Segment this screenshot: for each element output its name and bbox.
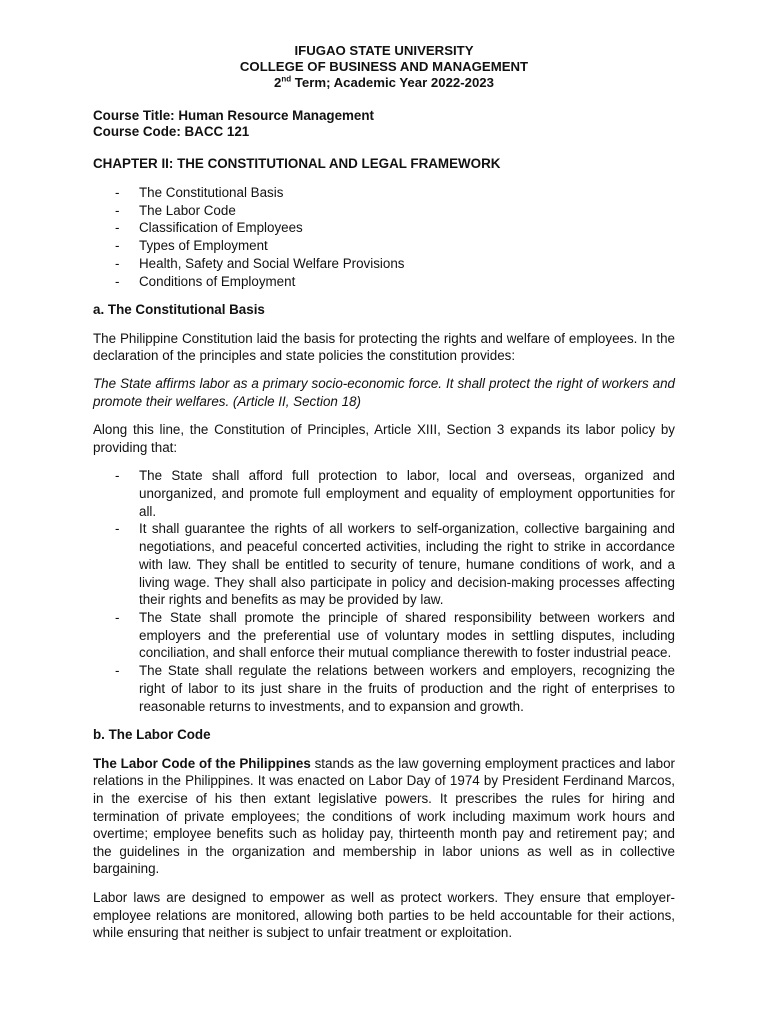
list-item bbox=[93, 273, 675, 291]
labor-code-term: The Labor Code of the Philippines bbox=[93, 755, 311, 771]
dash-bullet: - bbox=[115, 663, 120, 679]
dash-bullet: - bbox=[115, 255, 120, 271]
dash-bullet: - bbox=[115, 521, 120, 537]
dash-bullet: - bbox=[115, 220, 120, 236]
topic-text: Classification of Employees bbox=[139, 220, 303, 236]
term-number: 2 bbox=[274, 75, 282, 90]
section-a-intro: The Philippine Constitution laid the basis for protecting the rights and welfare of employees. In the declaration of the principles and state policies the constitution provides: bbox=[93, 330, 675, 364]
college-name: COLLEGE OF BUSINESS AND MANAGEMENT bbox=[239, 59, 529, 74]
term-text: Term; Academic Year 2022-2023 bbox=[291, 75, 494, 90]
labor-laws-paragraph: Labor laws are designed to empower as well as protect workers. They ensure that employer-employee relations are monitored, allowing both parties to be held accountable for their actions, while ensuring that neither is subject to unfair treatment or exploitation. bbox=[93, 889, 675, 941]
provision-list bbox=[93, 467, 675, 715]
provision-text: The State shall promote the principle of shared responsibility between workers and employers and the preferential use of voluntary modes in settling disputes, including conciliation, and shall enforce their mutual compliance therewith to foster industrial peace. bbox=[139, 610, 675, 661]
labor-code-paragraph bbox=[93, 755, 675, 878]
dash-bullet: - bbox=[115, 185, 120, 200]
list-item bbox=[93, 219, 675, 237]
list-item bbox=[93, 609, 675, 662]
topic-text: Conditions of Employment bbox=[139, 273, 296, 289]
list-item bbox=[93, 520, 675, 609]
section-b-heading: b. The Labor Code bbox=[93, 727, 211, 743]
document-page bbox=[93, 43, 675, 942]
course-info bbox=[93, 108, 675, 140]
labor-code-description: stands as the law governing employment practices and labor relations in the Philippines. It was enacted on Labor Day of 1974 by President Ferdinand Marcos, in the exercise of his then extant legislative powers. It prescribes the rules for hiring and termination of private employees; the conditions of work including maximum work hours and overtime; employee benefits such as holiday pay, thirteenth month pay and retirement pay; and the guidelines in the organization and membership in labor unions as well as in collective bargaining. bbox=[93, 755, 675, 877]
list-item bbox=[93, 237, 675, 255]
list-item bbox=[93, 202, 675, 220]
dash-bullet: - bbox=[115, 468, 120, 484]
constitution-quote: The State affirms labor as a primary socio-economic force. It shall protect the right of workers and promote their welfares. (Article II, Section 18) bbox=[93, 376, 675, 409]
topic-text: The Labor Code bbox=[139, 202, 236, 218]
dash-bullet: - bbox=[115, 610, 120, 625]
list-item bbox=[93, 184, 675, 202]
section-a-heading: a. The Constitutional Basis bbox=[93, 302, 265, 318]
list-item bbox=[93, 255, 675, 273]
course-title: Course Title: Human Resource Management bbox=[93, 108, 375, 123]
list-item bbox=[93, 467, 675, 520]
term-suffix: nd bbox=[281, 74, 292, 84]
dash-bullet: - bbox=[115, 273, 120, 289]
provision-text: The State shall regulate the relations between workers and employers, recognizing the right of labor to its just share in the fruits of production and the right of enterprises to reasonable returns to investments, and to expansion and growth. bbox=[139, 663, 675, 714]
provision-text: The State shall afford full protection to labor, local and overseas, organized and unorganized, and promote full employment and equality of employment opportunities for all. bbox=[139, 468, 675, 519]
academic-term bbox=[93, 75, 675, 91]
document-header bbox=[93, 43, 675, 91]
topic-text: Types of Employment bbox=[139, 238, 268, 254]
chapter-title: CHAPTER II: THE CONSTITUTIONAL AND LEGAL FRAMEWORK bbox=[93, 156, 501, 171]
dash-bullet: - bbox=[115, 238, 120, 254]
university-name: IFUGAO STATE UNIVERSITY bbox=[294, 43, 474, 58]
section-a-along: Along this line, the Constitution of Principles, Article XIII, Section 3 expands its labor policy by providing that: bbox=[93, 422, 675, 455]
topic-text: Health, Safety and Social Welfare Provisions bbox=[139, 255, 405, 271]
topic-list bbox=[93, 184, 675, 290]
dash-bullet: - bbox=[115, 202, 120, 218]
course-code: Course Code: BACC 121 bbox=[93, 124, 250, 139]
list-item bbox=[93, 662, 675, 715]
topic-text: The Constitutional Basis bbox=[139, 185, 284, 200]
provision-text: It shall guarantee the rights of all workers to self-organization, collective bargaining and negotiations, and peaceful concerted activities, including the right to strike in accordance with law. They shall be entitled to security of tenure, humane conditions of work, and a living wage. They shall also participate in policy and decision-making processes affecting their rights and benefits as may be provided by law. bbox=[139, 521, 675, 608]
